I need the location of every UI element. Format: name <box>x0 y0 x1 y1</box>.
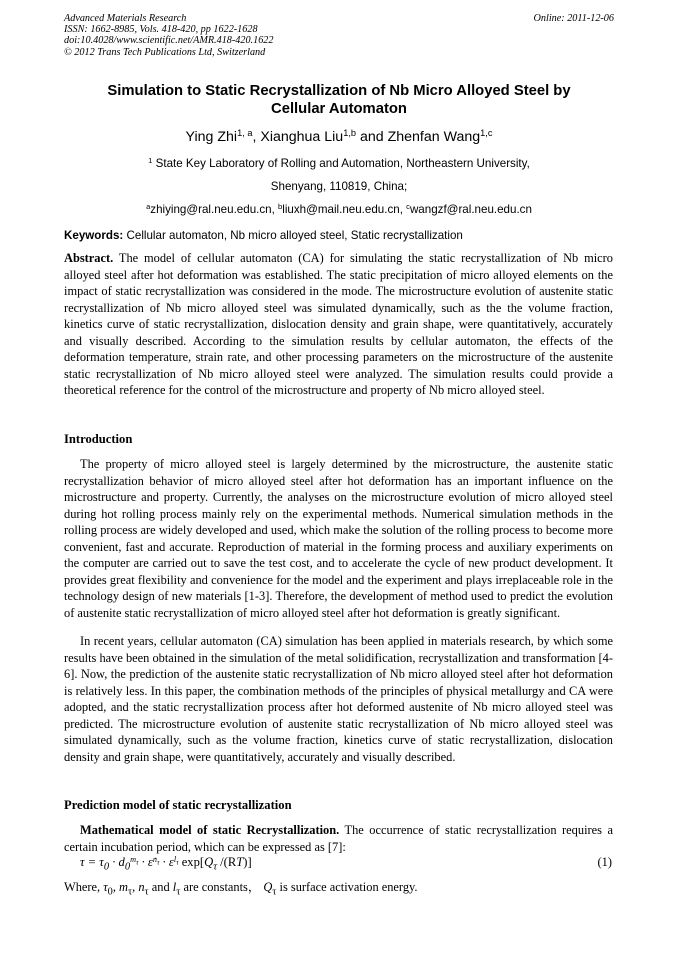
author-1-sup: 1, a <box>237 127 253 138</box>
paper-title <box>64 82 614 118</box>
keywords-label: Keywords: <box>64 229 124 242</box>
abstract <box>64 250 613 399</box>
abstract-text: The model of cellular automaton (CA) for simulating the static recrystallization of Nb micro alloyed steel after hot deformation was established. The static precipitation of micro alloyed elements on the impact of static recrystallization was considered in the mode. The microstructure evolution of austenite static recrystallization of Nb micro alloyed steel was simulated dynamically, such as the the volume fraction, kinetics curve of static recrystallization, dislocation density and grain shape, were quantitatively, accurately and visually described. According to the simulation results by cellular automaton, the effects of the deformation temperature, strain rate, and other processing parameters on the microstructure of the austenite static recrystallization of Nb micro alloyed steel were analyzed. The simulation results could provide a theoretical reference for the control of the microstructure and property of Nb micro alloyed steel. <box>64 251 613 397</box>
equation-1: $\tau = \tau_0 \cdot d_0^{m_\tau}$ · ε̇$^{n_\tau}$ · $\varepsilon^{l_\tau}$ $\exp[Q_\tau$ /(RT)] <box>80 854 252 873</box>
prediction-paragraph: Mathematical model of static Recrystallization. The occurrence of static recrystallization requires a certain incubation period, which can be expressed as [7]: <box>64 823 613 854</box>
author-3-sup: 1,c <box>480 127 493 138</box>
author-2-sup: 1,b <box>343 127 357 138</box>
equation-number: (1) <box>597 855 612 869</box>
email-a[interactable]: zhiying@ral.neu.edu.cn, <box>150 203 279 216</box>
subsection-label: Mathematical model of static Recrystallization. <box>80 823 340 837</box>
author-1: Ying Zhi <box>185 129 238 145</box>
journal-name: Advanced Materials Research <box>64 13 187 24</box>
doi-line: doi:10.4028/www.scientific.net/AMR.418-420.1622 <box>64 35 274 47</box>
abstract-label: Abstract. <box>64 251 114 265</box>
where-clause: Where, $\tau_0$, $m_\tau$, $n_\tau$ and $l_\tau$ are constants， $Q_\tau$ is surface activation energy. <box>64 880 418 898</box>
affiliation-line-2: Shenyang, 110819, China; <box>270 180 408 193</box>
author-list: Ying Zhi$^{1, a}$, Xianghua Liu$^{1,b}$ and Zhenfan Wang$^{1,c}$ <box>185 127 493 145</box>
introduction-paragraph-2: In recent years, cellular automaton (CA) simulation has been applied in materials research, by which some results have been obtained in the simulation of the metal solidification, recrystallization and transformation [4-6]. Now, the prediction of the austenite static recrystallization of Nb micro alloyed steel after hot deformation is relatively less. In this paper, the combination methods of the principles of physical metallurgy and CA were adopted, and the static recrystallization process after hot deformed austenite of Nb micro alloyed steel was predicted. The microstructure evolution of austenite static recrystallization of Nb micro alloyed steel was simulated dynamically, such as the volume fraction, kinetics curve of static recrystallization, dislocation density and grain shape, were quantitatively, accurately and visually described. <box>64 634 613 764</box>
prediction-heading: Prediction model of static recrystallization <box>64 798 292 812</box>
email-b[interactable]: liuxh@mail.neu.edu.cn, <box>282 203 407 216</box>
keywords-text: Cellular automaton, Nb micro alloyed steel, Static recrystallization <box>123 229 463 242</box>
running-header <box>64 13 614 58</box>
keywords <box>64 229 614 242</box>
introduction-heading: Introduction <box>64 432 133 446</box>
author-2: Xianghua Liu <box>260 129 344 145</box>
issn-line: ISSN: 1662-8985, Vols. 418-420, pp 1622-1628 <box>64 24 258 36</box>
email-line: $^a$zhiying@ral.neu.edu.cn, $^b$liuxh@mail.neu.edu.cn, $^c$wangzf@ral.neu.edu.cn <box>146 201 532 216</box>
title-line-2: Cellular Automaton <box>271 101 407 117</box>
title-line-1: Simulation to Static Recrystallization of Nb Micro Alloyed Steel by <box>107 83 571 99</box>
email-c[interactable]: wangzf@ral.neu.edu.cn <box>409 203 532 216</box>
online-date: Online: 2011-12-06 <box>533 13 614 24</box>
affiliation-line-1: $^1$ State Key Laboratory of Rolling and Automation, Northeastern University, <box>148 155 530 170</box>
copyright-line: © 2012 Trans Tech Publications Ltd, Switzerland <box>64 46 266 58</box>
introduction-paragraph-1: The property of micro alloyed steel is largely determined by the microstructure, the austenite static recrystallization behavior of micro alloyed steel after hot deformation has an important influence on the microstructure and property. Currently, the analyses on the microstructure evolution of micro alloyed steel during hot rolling process mainly rely on the experimental methods. Numerical simulation methods in the rolling process are widely developed and used, which make the solution of the rolling process to become more convenient, fast and accurate. Reproduction of material in the forming process and auxiliary experiments on the computer are carried out to save the test cost, and to accelerate the cycle of new product development. It provides great flexibility and convenience for the model and the experiment and plays irreplaceable role in the technology design of new materials [1-3]. Therefore, the development of method used to predict the evolution of austenite static recrystallization of micro alloyed steel after hot deformation is greatly significant. <box>64 457 613 620</box>
author-3: Zhenfan Wang <box>387 129 481 145</box>
